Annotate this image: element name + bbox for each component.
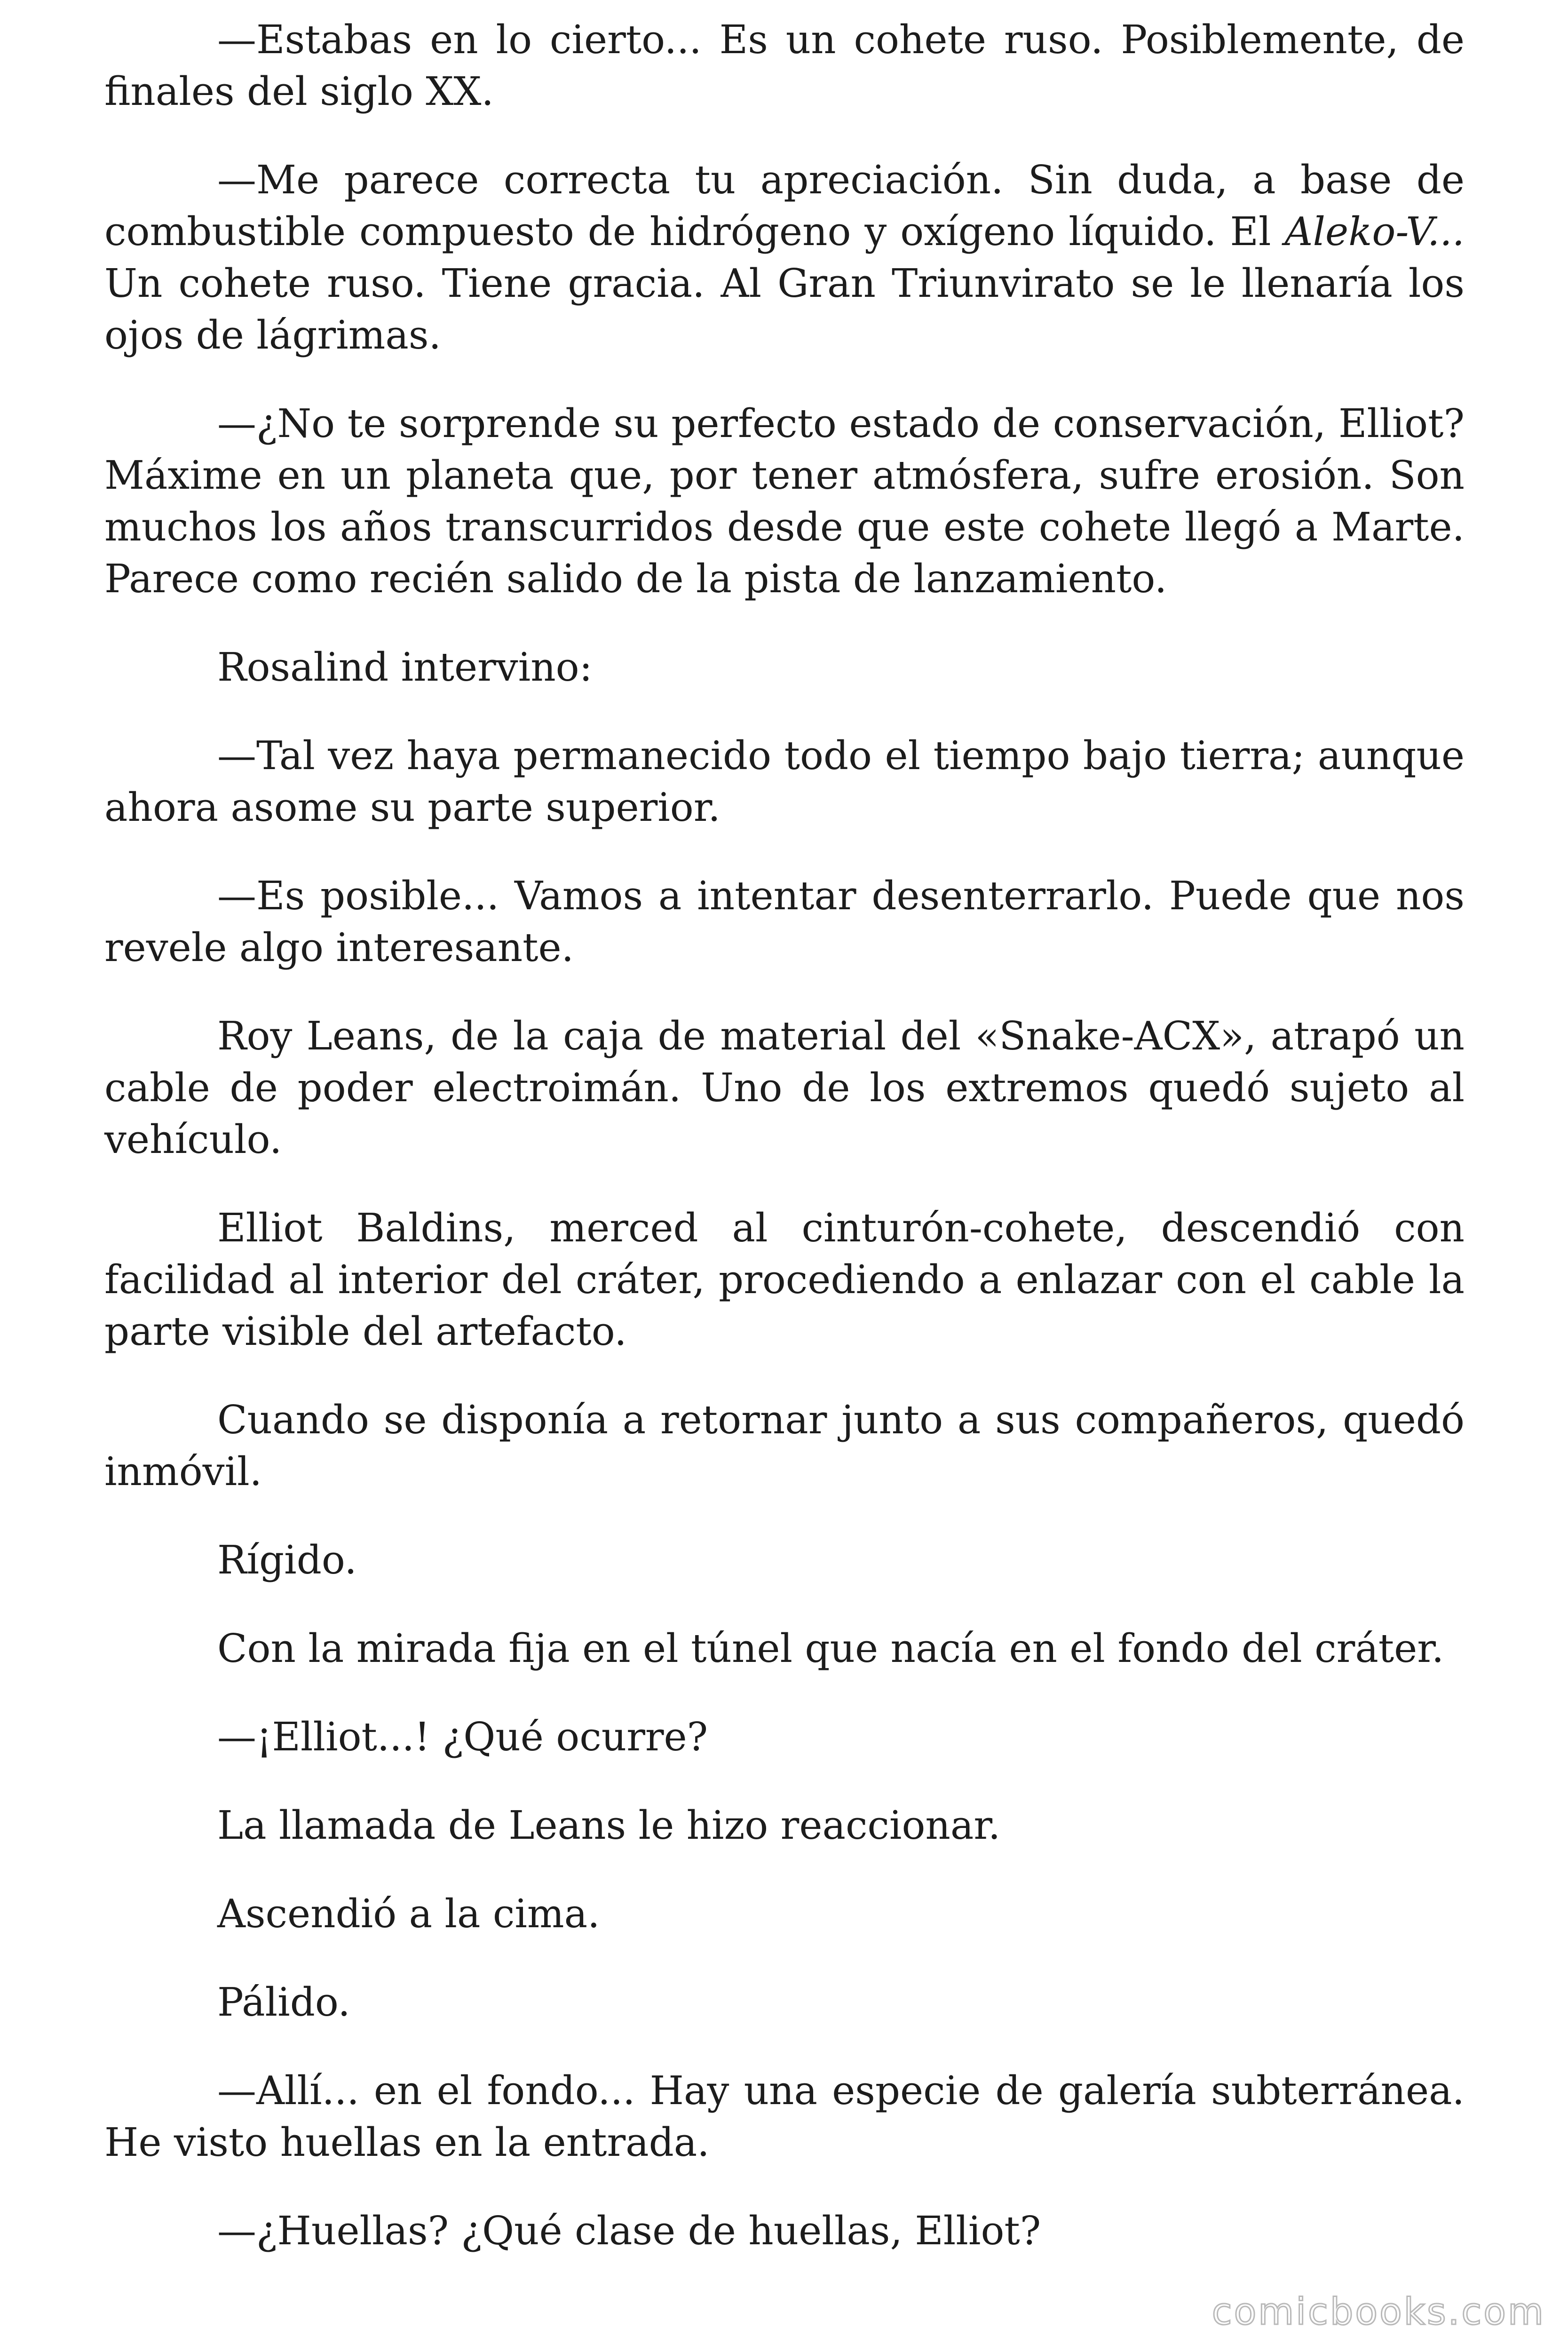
paragraph: Elliot Baldins, merced al cinturón-cohete, descendió con facilidad al interior del cráter, procediendo a enlazar con el cable la parte visible del artefacto.: [104, 1205, 1465, 1354]
paragraph: Rígido.: [217, 1537, 357, 1583]
ship-name: Aleko-V...: [1284, 209, 1465, 254]
page-text: [104, 14, 1465, 2294]
paragraph: —Es posible... Vamos a intentar desenterrarlo. Puede que nos revele algo interesante.: [104, 873, 1465, 970]
paragraph: Ascendió a la cima.: [217, 1891, 600, 1937]
paragraph-text: Un cohete ruso. Tiene gracia. Al Gran Triunvirato se le llenaría los ojos de lágrimas.: [104, 261, 1465, 358]
paragraph: Cuando se disponía a retornar junto a sus compañeros, quedó inmóvil.: [104, 1397, 1465, 1494]
paragraph: Pálido.: [217, 1979, 350, 2025]
paragraph: —Tal vez haya permanecido todo el tiempo bajo tierra; aunque ahora asome su parte superior.: [104, 733, 1465, 830]
watermark: comicbooks.com: [1212, 2291, 1545, 2333]
paragraph: [104, 154, 1465, 361]
paragraph: —¿No te sorprende su perfecto estado de conservación, Elliot? Máxime en un planeta que, por tener atmósfera, sufre erosión. Son muchos los años transcurridos desde que este cohete llegó a Marte. Parece como recién salido de la pista de lanzamiento.: [104, 401, 1465, 602]
paragraph: Con la mirada fija en el túnel que nacía en el fondo del cráter.: [217, 1626, 1444, 1671]
paragraph: La llamada de Leans le hizo reaccionar.: [217, 1803, 1001, 1848]
paragraph: —¿Huellas? ¿Qué clase de huellas, Elliot?: [217, 2208, 1041, 2254]
paragraph: —Allí... en el fondo... Hay una especie de galería subterránea. He visto huellas en la entrada.: [104, 2068, 1465, 2165]
paragraph: Roy Leans, de la caja de material del «Snake-ACX», atrapó un cable de poder electroimán. Uno de los extremos quedó sujeto al vehículo.: [104, 1013, 1465, 1162]
paragraph: —Estabas en lo cierto... Es un cohete ruso. Posiblemente, de finales del siglo XX.: [104, 17, 1465, 114]
paragraph: —¡Elliot...! ¿Qué ocurre?: [217, 1714, 708, 1760]
paragraph: Rosalind intervino:: [217, 644, 593, 690]
paragraph-text: —Me parece correcta tu apreciación. Sin duda, a base de combustible compuesto de hidrógeno y oxígeno líquido. El: [104, 157, 1465, 254]
